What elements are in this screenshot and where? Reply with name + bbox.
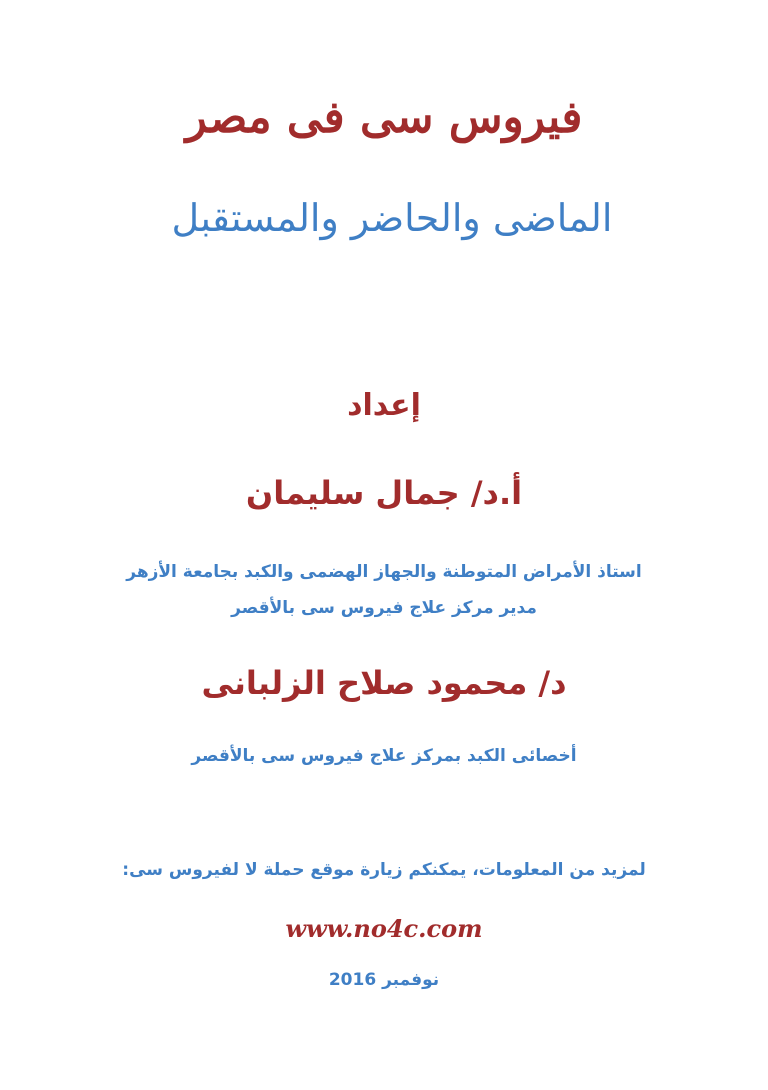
website-link[interactable]: www.no4c.com <box>285 914 483 943</box>
document-title: فيروس سى فى مصر <box>185 92 583 143</box>
author2-position: أخصائى الكبد بمركز علاج فيروس سى بالأقصر <box>191 746 577 766</box>
prepared-by-label: إعداد <box>347 388 421 423</box>
more-info-text: لمزيد من المعلومات، يمكنكم زيارة موقع حملة لا لفيروس سى: <box>122 860 646 880</box>
author1-position-line2: مدير مركز علاج فيروس سى بالأقصر <box>231 598 537 618</box>
author2-name: د/ محمود صلاح الزلبانى <box>201 664 567 702</box>
publication-date: نوفمبر 2016 <box>328 970 440 990</box>
document-subtitle: الماضى والحاضر والمستقبل <box>171 196 613 240</box>
author1-position-line1: استاذ الأمراض المتوطنة والجهاز الهضمى والكبد بجامعة الأزهر <box>126 562 642 582</box>
author1-name: أ.د/ جمال سليمان <box>245 474 523 512</box>
